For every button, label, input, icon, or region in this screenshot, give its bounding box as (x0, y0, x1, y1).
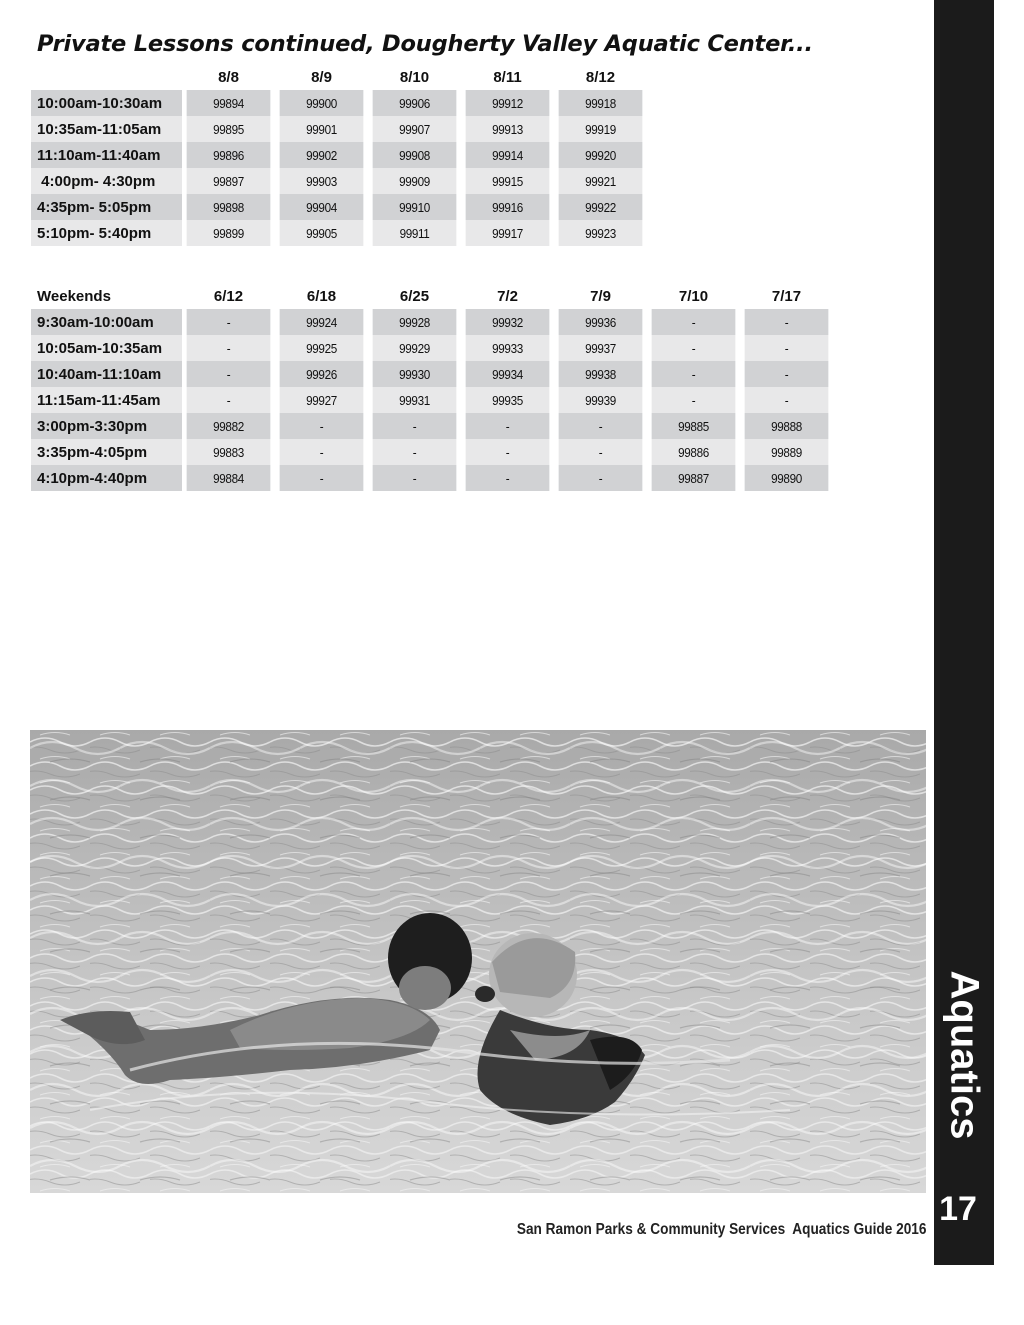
course-code: - (559, 413, 643, 439)
course-code: 99928 (373, 309, 457, 335)
table-row (31, 309, 833, 335)
course-code: 99924 (280, 309, 364, 335)
date-column-header: 8/11 (493, 68, 522, 86)
course-code: 99898 (187, 194, 271, 220)
time-slot: 11:15am-11:45am (31, 387, 182, 413)
time-slot: 10:35am-11:05am (31, 116, 182, 142)
course-code: 99929 (373, 335, 457, 361)
course-code: 99913 (466, 116, 550, 142)
course-code: - (187, 335, 271, 361)
course-code: 99908 (373, 142, 457, 168)
time-slot: 3:35pm-4:05pm (31, 439, 182, 465)
course-code: 99918 (559, 90, 643, 116)
date-column-header: 8/12 (585, 68, 616, 86)
date-column-header: 8/9 (311, 68, 332, 86)
course-code: 99921 (559, 168, 643, 194)
time-slot: 4:10pm-4:40pm (31, 465, 182, 491)
time-slot: 4:00pm- 4:30pm (31, 168, 182, 194)
course-code: - (559, 439, 643, 465)
course-code: - (745, 387, 829, 413)
swim-lesson-photo (30, 730, 926, 1193)
course-code: - (745, 309, 829, 335)
course-code: 99889 (745, 439, 829, 465)
page-number: 17 (939, 1190, 977, 1228)
course-code: 99930 (373, 361, 457, 387)
weekend-lesson-table (31, 283, 833, 491)
course-code: 99884 (187, 465, 271, 491)
date-column-header: 7/2 (497, 287, 518, 305)
course-code: - (745, 361, 829, 387)
course-code: 99901 (280, 116, 364, 142)
course-code: 99926 (280, 361, 364, 387)
time-slot: 11:10am-11:40am (31, 142, 182, 168)
course-code: 99923 (559, 220, 643, 246)
table-row (31, 142, 647, 168)
course-code: - (373, 465, 457, 491)
course-code: 99935 (466, 387, 550, 413)
time-slot: 9:30am-10:00am (31, 309, 182, 335)
course-code: - (187, 387, 271, 413)
course-code: - (745, 335, 829, 361)
time-slot: 5:10pm- 5:40pm (31, 220, 182, 246)
course-code: - (280, 465, 364, 491)
course-code: - (559, 465, 643, 491)
course-code: - (466, 413, 550, 439)
course-code: 99917 (466, 220, 550, 246)
course-code: 99907 (373, 116, 457, 142)
course-code: - (466, 439, 550, 465)
course-code: 99904 (280, 194, 364, 220)
course-code: 99888 (745, 413, 829, 439)
table-row (31, 413, 833, 439)
table-row (31, 90, 647, 116)
course-code: 99909 (373, 168, 457, 194)
course-code: - (187, 361, 271, 387)
section-label: Aquatics (942, 970, 987, 1140)
table-row (31, 465, 833, 491)
course-code: 99916 (466, 194, 550, 220)
course-code: 99910 (373, 194, 457, 220)
course-code: 99933 (466, 335, 550, 361)
course-code: - (280, 439, 364, 465)
course-code: - (373, 413, 457, 439)
course-code: - (652, 335, 736, 361)
course-code: 99894 (187, 90, 271, 116)
course-code: 99925 (280, 335, 364, 361)
course-code: 99887 (652, 465, 736, 491)
course-code: 99900 (280, 90, 364, 116)
course-code: 99895 (187, 116, 271, 142)
course-code: - (652, 361, 736, 387)
course-code: 99937 (559, 335, 643, 361)
course-code: - (187, 309, 271, 335)
table-row (31, 220, 647, 246)
course-code: 99899 (187, 220, 271, 246)
course-code: 99897 (187, 168, 271, 194)
course-code: 99920 (559, 142, 643, 168)
course-code: 99886 (652, 439, 736, 465)
table-row (31, 168, 647, 194)
table-row (31, 361, 833, 387)
date-column-header: 6/25 (399, 287, 430, 305)
course-code: 99914 (466, 142, 550, 168)
table-row (31, 194, 647, 220)
table-header-row (31, 283, 833, 309)
time-column-header (31, 64, 182, 90)
page-title: Private Lessons continued, Dougherty Valley Aquatic Center... (37, 31, 813, 57)
course-code: 99905 (280, 220, 364, 246)
course-code: 99890 (745, 465, 829, 491)
course-code: - (466, 465, 550, 491)
course-code: 99931 (373, 387, 457, 413)
date-column-header: 8/10 (399, 68, 430, 86)
weekday-lesson-table (31, 64, 647, 246)
course-code: 99906 (373, 90, 457, 116)
date-column-header: 6/12 (213, 287, 244, 305)
course-code: 99927 (280, 387, 364, 413)
course-code: - (280, 413, 364, 439)
course-code: 99934 (466, 361, 550, 387)
course-code: 99936 (559, 309, 643, 335)
time-slot: 10:00am-10:30am (31, 90, 182, 116)
course-code: 99912 (466, 90, 550, 116)
time-slot: 3:00pm-3:30pm (31, 413, 182, 439)
date-column-header: 8/8 (218, 68, 239, 86)
table-row (31, 116, 647, 142)
time-slot: 10:05am-10:35am (31, 335, 182, 361)
course-code: 99911 (373, 220, 457, 246)
course-code: - (652, 387, 736, 413)
table-row (31, 387, 833, 413)
course-code: 99939 (559, 387, 643, 413)
course-code: 99903 (280, 168, 364, 194)
course-code: - (652, 309, 736, 335)
course-code: - (373, 439, 457, 465)
course-code: 99882 (187, 413, 271, 439)
course-code: 99902 (280, 142, 364, 168)
time-slot: 4:35pm- 5:05pm (31, 194, 182, 220)
course-code: 99915 (466, 168, 550, 194)
table-header-row (31, 64, 647, 90)
table-row (31, 335, 833, 361)
footer-text: San Ramon Parks & Community Services Aquatics Guide 2016 (516, 1221, 926, 1238)
course-code: 99938 (559, 361, 643, 387)
weekends-header: Weekends (37, 287, 111, 305)
date-column-header: 7/9 (590, 287, 611, 305)
date-column-header: 7/17 (771, 287, 802, 305)
time-slot: 10:40am-11:10am (31, 361, 182, 387)
course-code: 99919 (559, 116, 643, 142)
date-column-header: 6/18 (306, 287, 337, 305)
date-column-header: 7/10 (678, 287, 709, 305)
course-code: 99922 (559, 194, 643, 220)
table-row (31, 439, 833, 465)
course-code: 99896 (187, 142, 271, 168)
course-code: 99883 (187, 439, 271, 465)
course-code: 99932 (466, 309, 550, 335)
course-code: 99885 (652, 413, 736, 439)
